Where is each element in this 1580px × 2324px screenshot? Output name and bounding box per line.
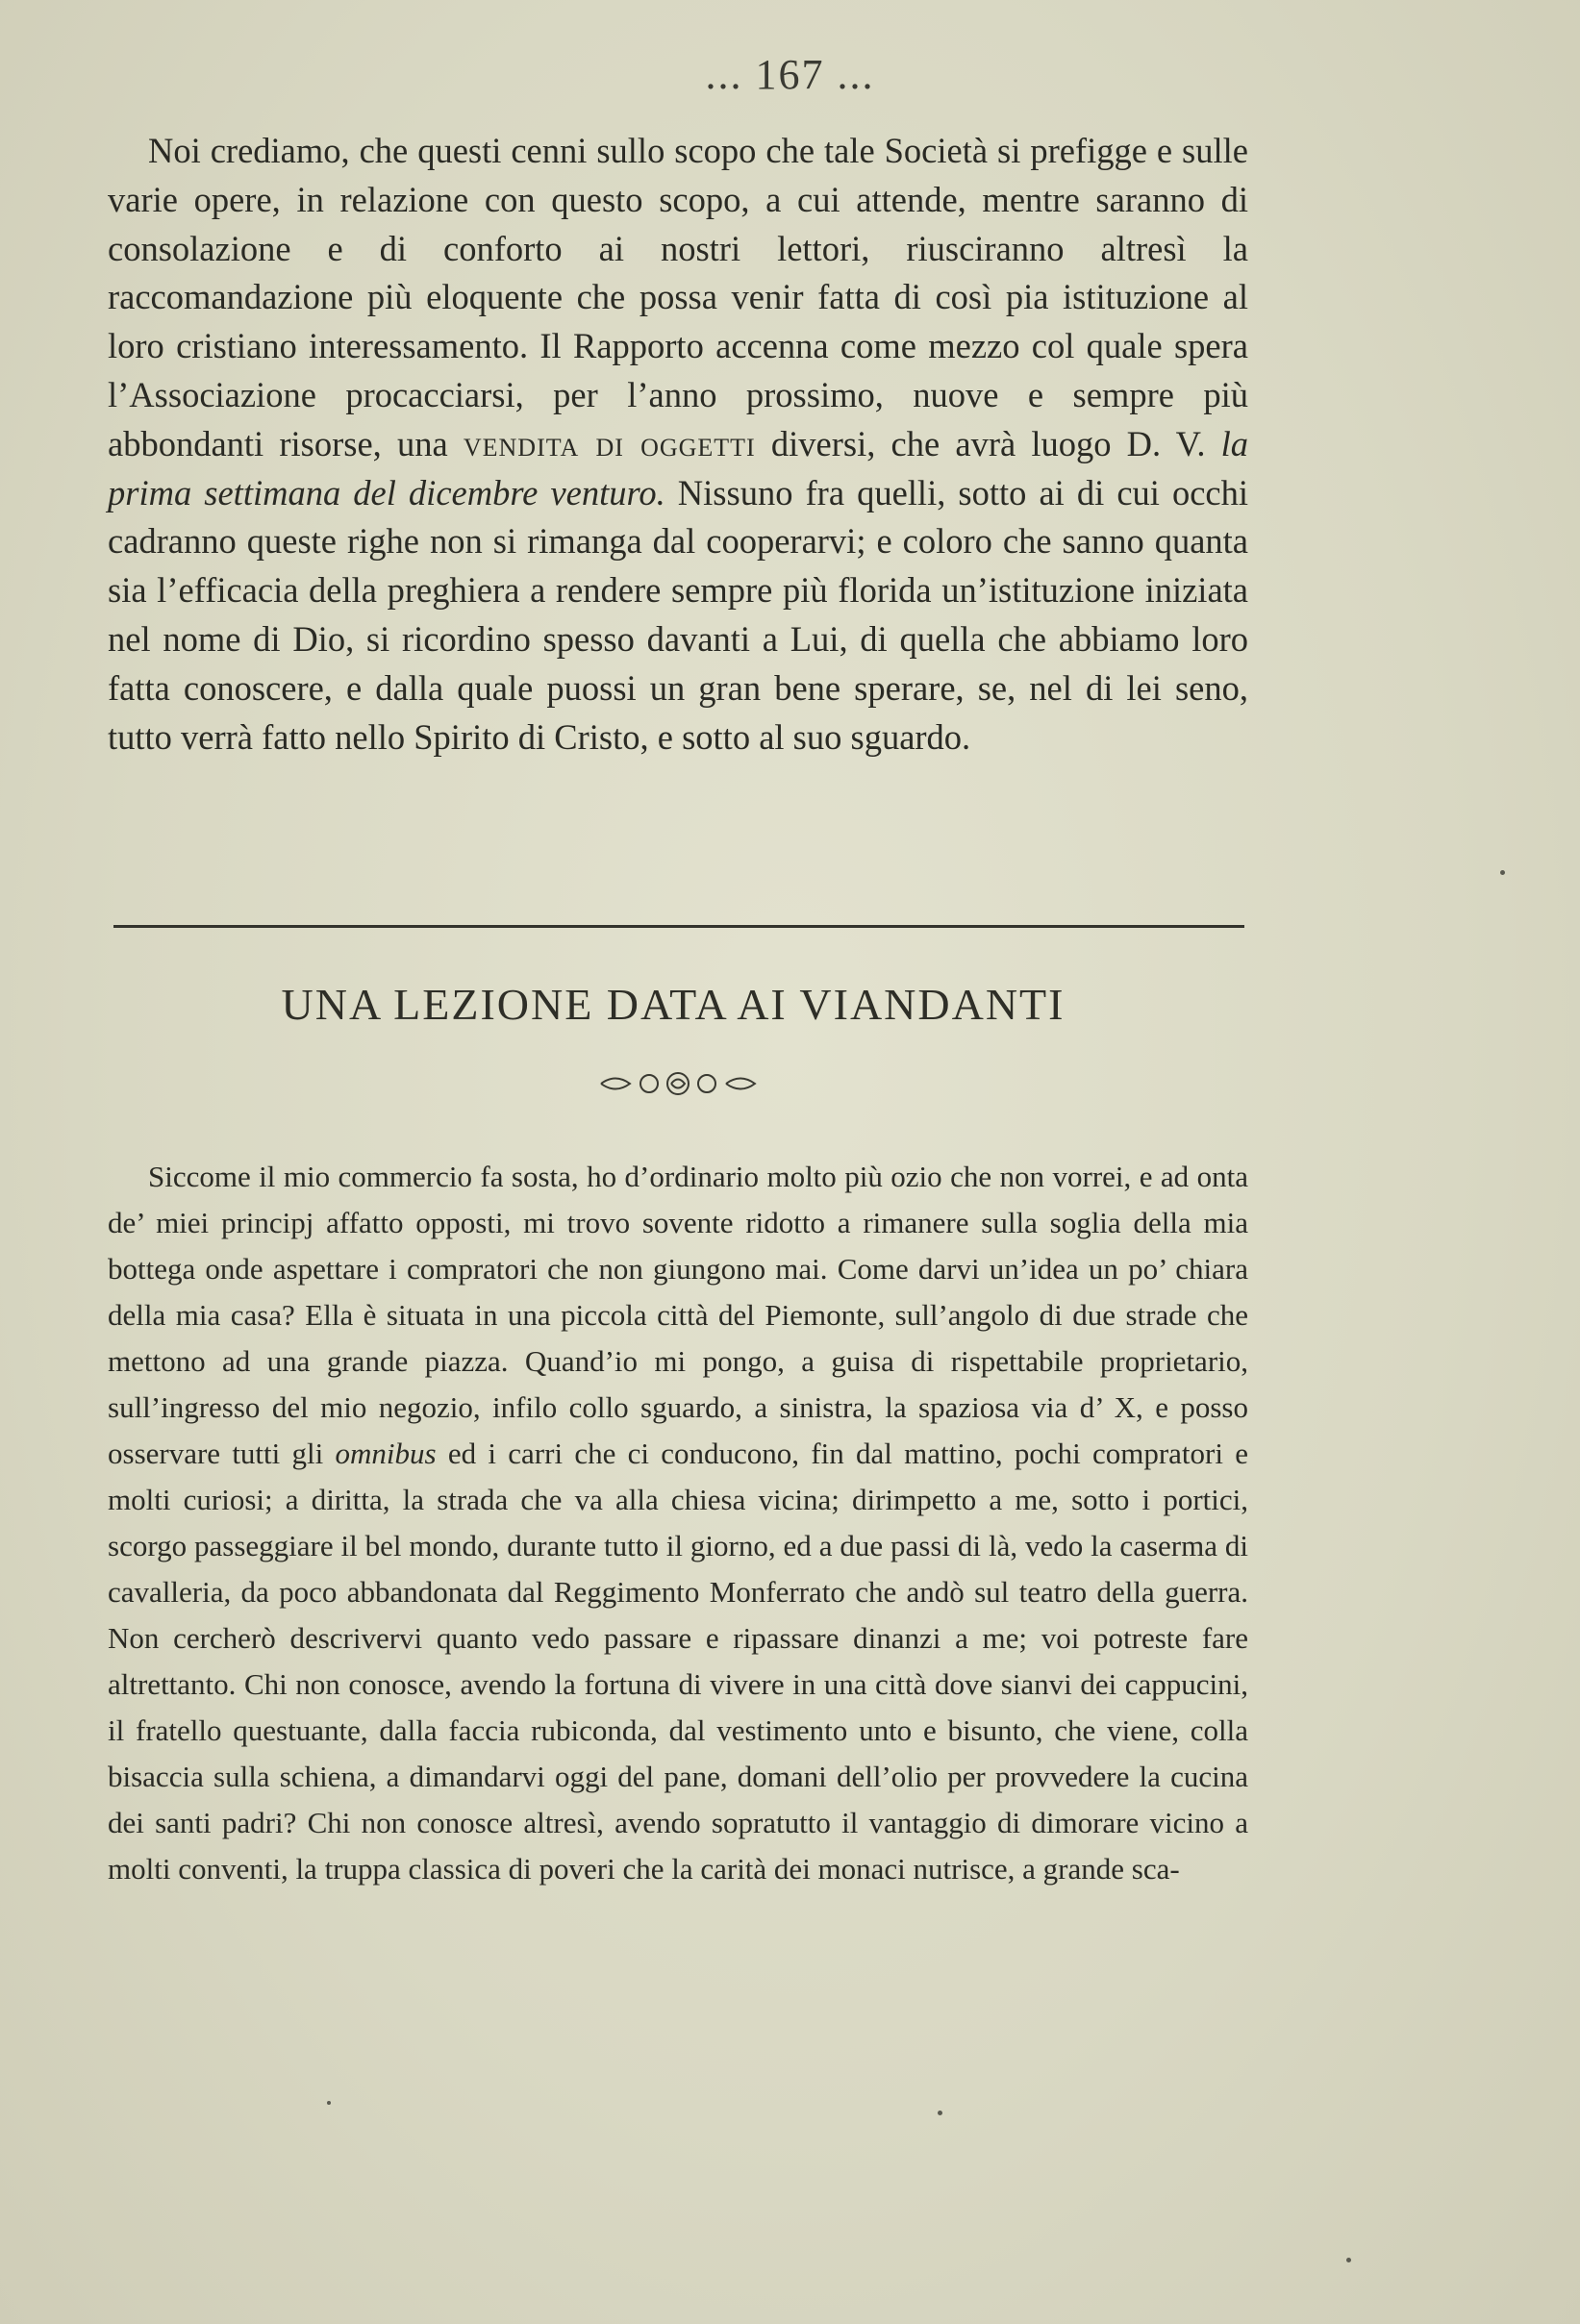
section-divider <box>113 925 1244 928</box>
text-run: diversi, che avrà luogo D. V. <box>770 423 1206 463</box>
paragraph-body <box>108 127 1248 762</box>
text-run: Noi crediamo, che questi cenni sullo scopo che tale Società si prefigge e sulle varie opere, in relazione con questo scopo, a cui attende, mentre saranno di consolazione e di conforto ai nostri lettori, riusciranno altresì la raccomandazione più eloquente che possa venir fatta di così pia istituzione al loro cristiano interessamento. Il Rapporto accenna come mezzo col quale spera l’Associazione procacciarsi, per l’anno prossimo, nuove e sempre più abbondanti risorse, una <box>108 131 1248 463</box>
article-paragraph <box>108 1154 1248 1892</box>
italic-run: la prima settimana del dicembre venturo. <box>108 423 1249 512</box>
ornament-flourish-icon <box>596 1067 760 1100</box>
paragraph-body <box>108 1154 1248 1892</box>
paper-speck <box>1346 2258 1351 2262</box>
paper-speck <box>938 2111 942 2115</box>
text-run: Siccome il mio commercio fa sosta, ho d’ordinario molto più ozio che non vorrei, e ad onta de’ miei principj affatto opposti, mi trovo sovente ridotto a rimanere sulla soglia della mia bottega onde aspettare i compratori che non giungono mai. Come darvi un’idea un po’ chiara della mia casa? Ella è situata in una piccola città del Piemonte, sull’angolo di due strade che mettono ad una grande piazza. Quand’io mi pongo, a guisa di rispettabile proprietario, sull’ingresso del mio negozio, infilo collo sguardo, a sinistra, la spaziosa via d’ X, e posso osservare tutti gli <box>108 1160 1248 1470</box>
text-run: Nissuno fra quelli, sotto ai di cui occhi cadranno queste righe non si rimanga dal cooperarvi; e coloro che sanno quanta sia l’efficacia della preghiera a rendere sempre più florida un’istituzione iniziata nel nome di Dio, si ricordino spesso davanti a Lui, di quella che abbiamo loro fatta conoscere, e dalla quale puossi un gran bene sperare, se, nel di lei seno, tutto verrà fatto nello Spirito di Cristo, e sotto al suo sguardo. <box>108 472 1249 757</box>
page-number: ... 167 ... <box>705 51 875 98</box>
small-caps-run: vendita di oggetti <box>463 423 756 463</box>
paper-speck <box>1500 870 1505 875</box>
text-run: ed i carri che ci conducono, fin dal mattino, pochi compratori e molti curiosi; a diritta, la strada che va alla chiesa vicina; dirimpetto a me, sotto i portici, scorgo passeggiare il bel mondo, durante tutto il giorno, ed a due passi di là, vedo la caserma di cavalleria, da poco abbandonata dal Reggimento Monferrato che andò sul teatro della guerra. Non cercherò descrivervi quanto vedo passare e ripassare dinanzi a me; voi potreste fare altrettanto. Chi non conosce, avendo la fortuna di vivere in una città dove sianvi dei cappucini, il fratello questuante, dalla faccia rubiconda, dal vestimento unto e bisunto, che viene, colla bisaccia sulla schiena, a dimandarvi oggi del pane, domani dell’olio per provvedere la cucina dei santi padri? Chi non conosce altresì, avendo sopratutto il vantaggio di dimorare vicino a molti conventi, la truppa classica di poveri che la carità dei monaci nutrisce, a grande sca- <box>108 1437 1248 1886</box>
article-title: UNA LEZIONE DATA AI VIANDANTI <box>281 980 1066 1029</box>
closing-paragraph <box>108 127 1248 762</box>
italic-run: omnibus <box>335 1437 437 1470</box>
paper-speck <box>327 2101 331 2105</box>
